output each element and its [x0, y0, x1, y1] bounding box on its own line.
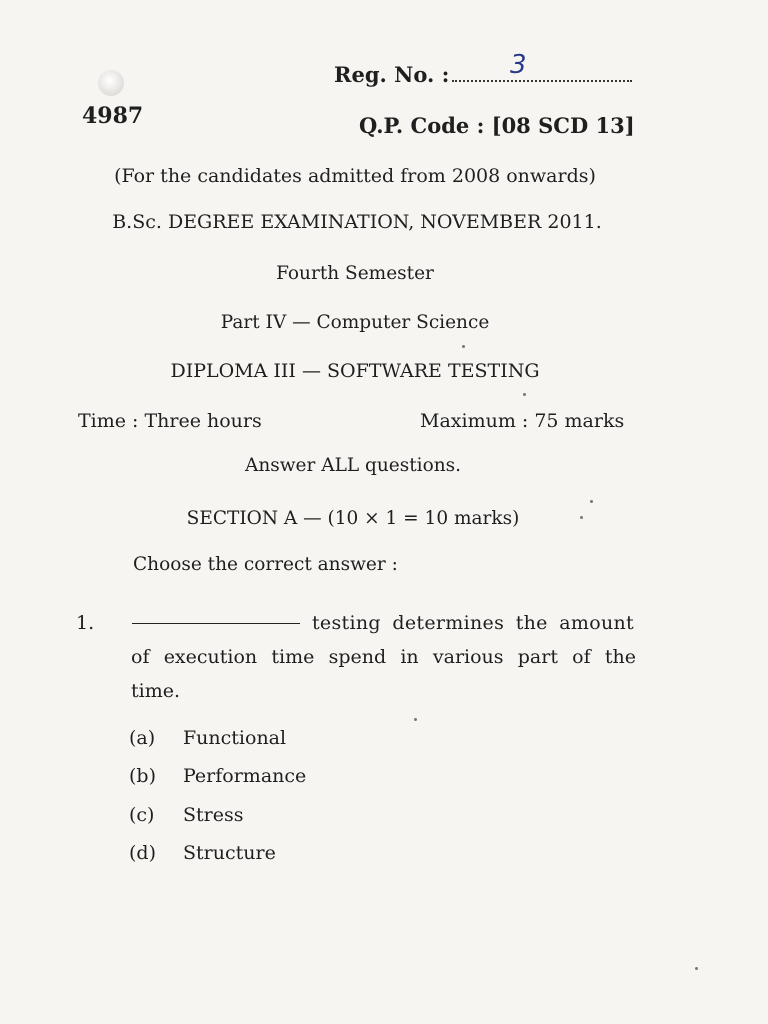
option-label-a: (a) — [129, 727, 156, 749]
reg-no-handwritten-value: 3 — [510, 50, 527, 80]
fill-in-blank-line — [132, 623, 300, 624]
scan-speck — [580, 516, 583, 519]
option-text-a: Functional — [183, 727, 287, 749]
exam-title: B.Sc. DEGREE EXAMINATION, NOVEMBER 2011. — [112, 211, 602, 233]
question-number: 1. — [76, 612, 95, 634]
section-heading: SECTION A — (10 × 1 = 10 marks) — [186, 508, 520, 529]
question-text-line-1: testing determines the amount — [312, 612, 634, 634]
option-text-c: Stress — [183, 804, 244, 826]
punch-hole-mark — [98, 70, 124, 96]
part-heading: Part IV — Computer Science — [220, 312, 490, 333]
option-text-d: Structure — [183, 842, 276, 864]
scan-speck — [414, 718, 417, 721]
option-text-b: Performance — [183, 765, 307, 787]
scan-speck — [462, 345, 465, 348]
section-direction: Choose the correct answer : — [133, 554, 398, 575]
scan-speck — [523, 393, 526, 396]
qp-code: Q.P. Code : [08 SCD 13] — [359, 113, 635, 138]
subject-title: DIPLOMA III — SOFTWARE TESTING — [170, 360, 540, 382]
option-label-d: (d) — [129, 842, 156, 864]
option-label-b: (b) — [129, 765, 156, 787]
question-text-line-2: of execution time spend in various part of the — [131, 646, 636, 668]
scan-speck — [590, 500, 593, 503]
paper-code: 4987 — [82, 103, 144, 129]
candidates-note: (For the candidates admitted from 2008 onwards) — [114, 165, 596, 187]
maximum-marks: Maximum : 75 marks — [420, 410, 625, 432]
option-label-c: (c) — [129, 804, 155, 826]
time-allowed: Time : Three hours — [78, 410, 262, 432]
instructions: Answer ALL questions. — [244, 455, 462, 476]
reg-no-label: Reg. No. : — [334, 62, 450, 87]
semester: Fourth Semester — [276, 263, 434, 284]
reg-no-dotted-line — [452, 60, 632, 82]
question-text-line-3: time. — [131, 680, 181, 702]
scan-speck — [695, 967, 698, 970]
